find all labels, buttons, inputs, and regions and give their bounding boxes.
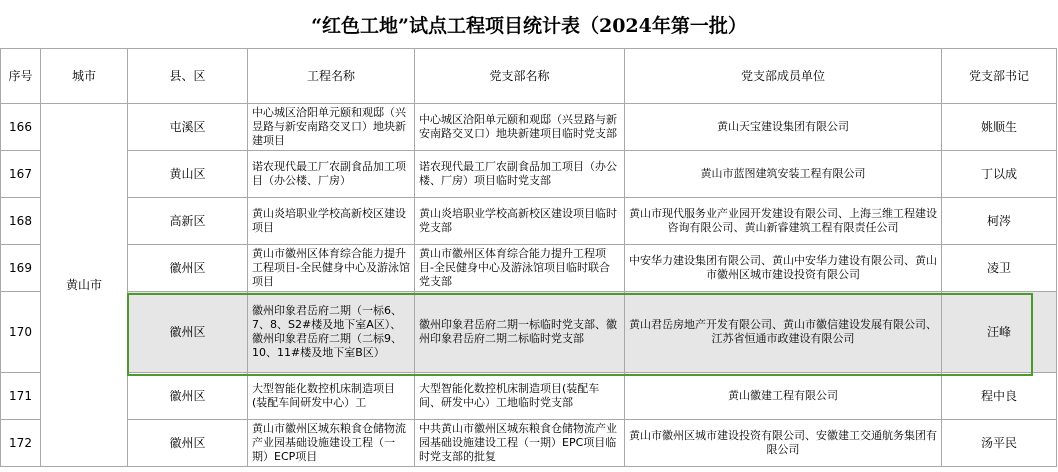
cell-project-name[interactable]: 诺农现代最工厂农副食品加工项目（办公楼、厂房） [248, 151, 415, 198]
table-row [1, 198, 1057, 245]
header-branch-name[interactable]: 党支部名称 [415, 49, 625, 104]
cell-member-units[interactable]: 黄山市蓝图建筑安装工程有限公司 [625, 151, 942, 198]
cell-index[interactable]: 168 [1, 198, 41, 245]
cell-index[interactable]: 167 [1, 151, 41, 198]
cell-branch-name[interactable]: 诺农现代最工厂农副食品加工项目（办公楼、厂房）项目临时党支部 [415, 151, 625, 198]
cell-branch-name[interactable]: 黄山炎培职业学校高新校区建设项目临时党支部 [415, 198, 625, 245]
cell-county[interactable]: 徽州区 [128, 420, 248, 467]
cell-project-name[interactable]: 中心城区洽阳单元颐和观邸（兴昱路与新安南路交叉口）地块新建项目 [248, 104, 415, 151]
table-row [1, 373, 1057, 420]
cell-project-name[interactable]: 大型智能化数控机床制造项目(装配车间研发中心）工 [248, 373, 415, 420]
cell-county[interactable]: 徽州区 [128, 373, 248, 420]
cell-county[interactable]: 徽州区 [128, 292, 248, 373]
cell-secretary[interactable]: 柯涔 [942, 198, 1057, 245]
header-city[interactable]: 城市 [41, 49, 128, 104]
cell-index[interactable]: 169 [1, 245, 41, 292]
cell-project-name[interactable]: 徽州印象君岳府二期（一标6、7、8、S2#楼及地下室A区）、徽州印象君岳府二期（二标9、10、11#楼及地下室B区） [248, 292, 415, 373]
cell-branch-name[interactable]: 徽州印象君岳府二期一标临时党支部、徽州印象君岳府二期二标临时党支部 [415, 292, 625, 373]
header-county[interactable]: 县、区 [128, 49, 248, 104]
cell-index[interactable]: 172 [1, 420, 41, 467]
cell-project-name[interactable]: 黄山市徽州区体育综合能力提升工程项目-全民健身中心及游泳馆项目 [248, 245, 415, 292]
cell-county[interactable]: 徽州区 [128, 245, 248, 292]
cell-branch-name[interactable]: 中心城区洽阳单元颐和观邸（兴昱路与新安南路交叉口）地块新建项目临时党支部 [415, 104, 625, 151]
cell-project-name[interactable]: 黄山炎培职业学校高新校区建设项目 [248, 198, 415, 245]
table-row [1, 104, 1057, 151]
table-row [1, 420, 1057, 467]
cell-secretary[interactable]: 汤平民 [942, 420, 1057, 467]
cell-secretary[interactable]: 凌卫 [942, 245, 1057, 292]
cell-secretary[interactable]: 程中良 [942, 373, 1057, 420]
cell-member-units[interactable]: 黄山天宝建设集团有限公司 [625, 104, 942, 151]
header-secretary[interactable]: 党支部书记 [942, 49, 1057, 104]
cell-county[interactable]: 黄山区 [128, 151, 248, 198]
cell-member-units[interactable]: 黄山君岳房地产开发有限公司、黄山市徽信建设发展有限公司、江苏省恒通市政建设有限公司 [625, 292, 942, 373]
cell-branch-name[interactable]: 大型智能化数控机床制造项目(装配车间、研发中心）工地临时党支部 [415, 373, 625, 420]
cell-index[interactable]: 171 [1, 373, 41, 420]
table-row-selected [1, 292, 1057, 373]
header-row [1, 49, 1057, 104]
page-title: “红色工地”试点工程项目统计表（2024年第一批） [311, 14, 747, 37]
cell-member-units[interactable]: 黄山市现代服务业产业园开发建设有限公司、上海三维工程建设咨询有限公司、黄山新睿建筑工程有限责任公司 [625, 198, 942, 245]
cell-county[interactable]: 高新区 [128, 198, 248, 245]
header-member-units[interactable]: 党支部成员单位 [625, 49, 942, 104]
cell-member-units[interactable]: 黄山徽建工程有限公司 [625, 373, 942, 420]
header-project-name[interactable]: 工程名称 [248, 49, 415, 104]
cell-index[interactable]: 170 [1, 292, 41, 373]
cell-branch-name[interactable]: 黄山市徽州区体育综合能力提升工程项目-全民健身中心及游泳馆项目临时联合党支部 [415, 245, 625, 292]
cell-city[interactable]: 黄山市 [41, 104, 128, 467]
cell-county[interactable]: 屯溪区 [128, 104, 248, 151]
table-row [1, 151, 1057, 198]
cell-index[interactable]: 166 [1, 104, 41, 151]
project-table [0, 48, 1057, 467]
cell-member-units[interactable]: 中安华力建设集团有限公司、黄山中安华力建设有限公司、黄山市徽州区城市建设投资有限公司 [625, 245, 942, 292]
cell-secretary[interactable]: 丁以成 [942, 151, 1057, 198]
cell-secretary[interactable]: 姚顺生 [942, 104, 1057, 151]
cell-member-units[interactable]: 黄山市徽州区城市建设投资有限公司、安徽建工交通航务集团有限公司 [625, 420, 942, 467]
cell-secretary[interactable]: 汪峰 [942, 292, 1057, 373]
cell-branch-name[interactable]: 中共黄山市徽州区城东粮食仓储物流产业园基础设施建设工程（一期）EPC项目临时党支部的批复 [415, 420, 625, 467]
table-row [1, 245, 1057, 292]
cell-project-name[interactable]: 黄山市徽州区城东粮食仓储物流产业园基础设施建设工程（一期）ECP项目 [248, 420, 415, 467]
header-index[interactable]: 序号 [1, 49, 41, 104]
